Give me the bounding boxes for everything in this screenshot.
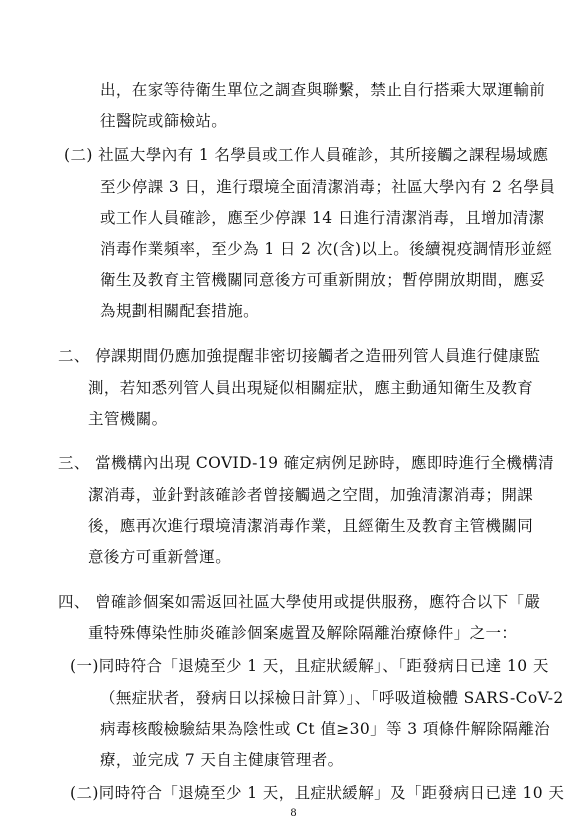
text-line: 重特殊傳染性肺炎確診個案處置及解除隔離治療條件」之一： xyxy=(88,624,518,642)
text-line: 出，在家等待衛生單位之調查與聯繫，禁止自行搭乘大眾運輸前 xyxy=(100,81,546,99)
section-heading: 四、 曾確診個案如需返回社區大學使用或提供服務，應符合以下「嚴 xyxy=(58,593,541,611)
text-line: 為規劃相關配套措施。 xyxy=(100,302,260,320)
text-line: 至少停課 3 日，進行環境全面清潔消毒；社區大學內有 2 名學員 xyxy=(100,178,556,196)
text-line: 後，應再次進行環境清潔消毒作業，且經衛生及教育主管機關同 xyxy=(88,517,534,535)
text-line: 衛生及教育主管機關同意後方可重新開放；暫停開放期間，應妥 xyxy=(100,271,546,289)
text-line: 意後方可重新營運。 xyxy=(88,548,232,566)
section-heading: 二、 停課期間仍應加強提醒非密切接觸者之造冊列管人員進行健康監 xyxy=(58,347,541,365)
list-item-heading: (一)同時符合「退燒至少 1 天，且症狀緩解」、「距發病日已達 10 天 xyxy=(70,657,549,675)
text-line: 消毒作業頻率，至少為 1 日 2 次(含)以上。後續視疫調情形並經 xyxy=(100,240,553,258)
list-item-heading: (二)同時符合「退燒至少 1 天，且症狀緩解」及「距發病日已達 10 天 xyxy=(70,784,565,802)
list-item-heading: (二) 社區大學內有 1 名學員或工作人員確診，其所接觸之課程場域應 xyxy=(64,146,549,164)
text-line: 主管機關。 xyxy=(88,410,168,428)
text-line: 病毒核酸檢驗結果為陰性或 Ct 值≥30」等 3 項條件解除隔離治 xyxy=(100,720,551,738)
page-number: 8 xyxy=(290,805,297,819)
text-line: （無症狀者，發病日以採檢日計算）」、「呼吸道檢體 SARS-CoV-2 xyxy=(100,689,564,707)
text-line: 或工作人員確診，應至少停課 14 日進行清潔消毒，且增加清潔 xyxy=(100,209,545,227)
text-line: 往醫院或篩檢站。 xyxy=(100,112,228,130)
section-heading: 三、 當機構內出現 COVID-19 確定病例足跡時，應即時進行全機構清 xyxy=(58,454,554,472)
text-line: 測，若知悉列管人員出現疑似相關症狀，應主動通知衛生及教育 xyxy=(88,379,534,397)
text-line: 療，並完成 7 天自主健康管理者。 xyxy=(100,751,344,769)
text-line: 潔消毒，並針對該確診者曾接觸過之空間，加強清潔消毒；開課 xyxy=(88,486,534,504)
